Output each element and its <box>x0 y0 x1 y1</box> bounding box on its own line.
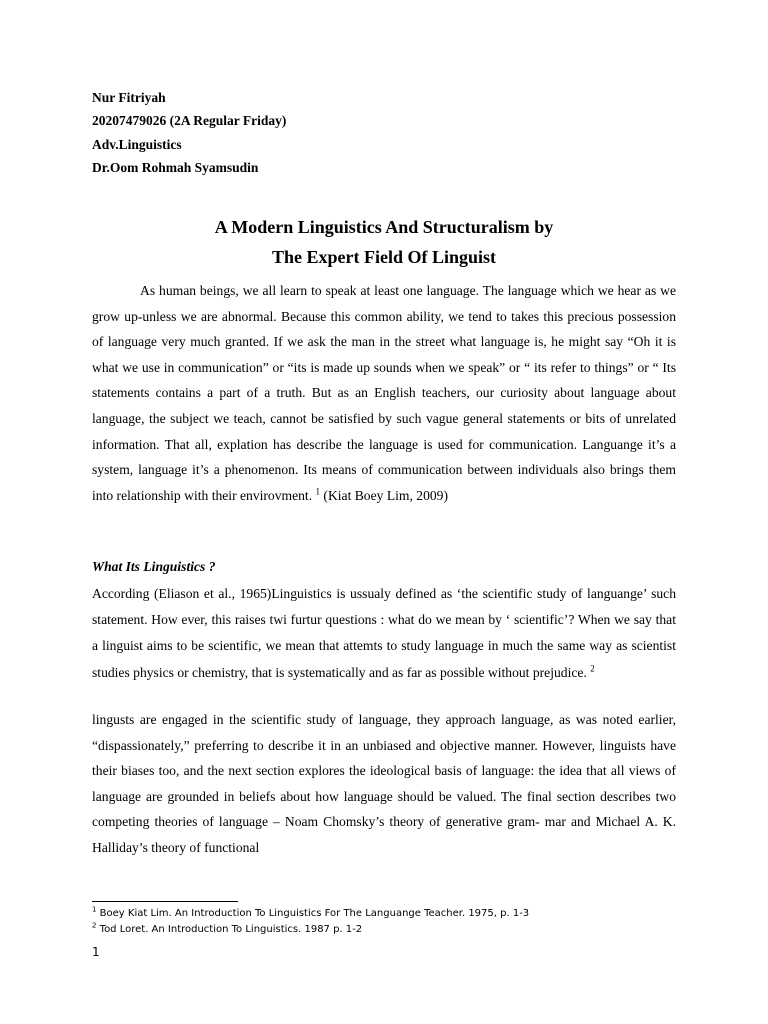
document-title <box>0 212 768 272</box>
author-name: Nur Fitriyah <box>92 90 166 105</box>
linguists-paragraph-text: lingusts are engaged in the scientific study of language, they approach language, as was noted earlier, “dispassionately,” preferring to describe it in an unbiased and objective manner. However, linguists have their biases too, and the next section explores the ideological basis of language: the idea that all views of language are grounded in beliefs about how language should be valued. The final section describes two competing theories of language – Noam Chomsky’s theory of generative gram- mar and Michael A. K. Halliday’s theory of functional <box>92 712 676 855</box>
intro-paragraph-text: As human beings, we all learn to speak at least one language. The language which we hear as we grow up-unless we are abnormal. Because this common ability, we tend to takes this precious possession of language very much granted. If we ask the man in the street what language is, he might say “Oh it is what we use in communication” or “its is made up sounds when we speak” or “ its refer to things” or “ Its statements contains a part of a truth. But as an English teachers, our curiosity about language about language, the subject we teach, cannot be satisfied by such vague general statements or bits of unrelated information. That all, explation has describe the language is used for communication. Languange it’s a system, language it’s a phenomenon. Its means of communication between individuals also brings them into relationship with their envirovment. <box>92 283 676 503</box>
footnote-2-number: 2 <box>92 921 97 930</box>
linguists-paragraph <box>92 707 676 861</box>
footnote-1-text: Boey Kiat Lim. An Introduction To Linguistics For The Languange Teacher. 1975, p. 1-3 <box>99 908 530 919</box>
footnote-ref-2: 2 <box>590 663 595 674</box>
footnote-ref-1: 1 <box>315 486 321 497</box>
footnote-1 <box>92 906 529 922</box>
footnote-2 <box>92 922 529 938</box>
footnote-divider <box>92 901 238 902</box>
section-heading: What Its Linguistics ? <box>92 559 216 574</box>
page-number: 1 <box>92 945 100 959</box>
course-name: Adv.Linguistics <box>92 136 182 152</box>
footnote-2-text: Tod Loret. An Introduction To Linguistics. 1987 p. 1-2 <box>99 923 363 935</box>
intro-paragraph <box>92 278 676 508</box>
definition-paragraph <box>92 581 676 686</box>
title-line-1: A Modern Linguistics And Structuralism by <box>214 217 554 237</box>
definition-paragraph-text: According (Eliason et al., 1965)Linguistics is ussualy defined as ‘the scientific study of languange’ such statement. How ever, this raises twi furtur questions : what do we mean by ‘ scientific’? When we say that a linguist aims to be scientific, we mean that attemts to study language in much the same way as scientist studies physics or chemistry, that is systematically and as far as possible without prejudice. <box>92 586 676 680</box>
title-line-2: The Expert Field Of Linguist <box>271 247 496 267</box>
footnotes <box>92 906 529 937</box>
student-id-class: 20207479026 (2A Regular Friday) <box>92 113 287 129</box>
intro-citation: (Kiat Boey Lim, 2009) <box>320 487 449 503</box>
lecturer-name: Dr.Oom Rohmah Syamsudin <box>92 159 259 175</box>
author-header <box>92 86 286 179</box>
footnote-1-number: 1 <box>92 905 97 914</box>
